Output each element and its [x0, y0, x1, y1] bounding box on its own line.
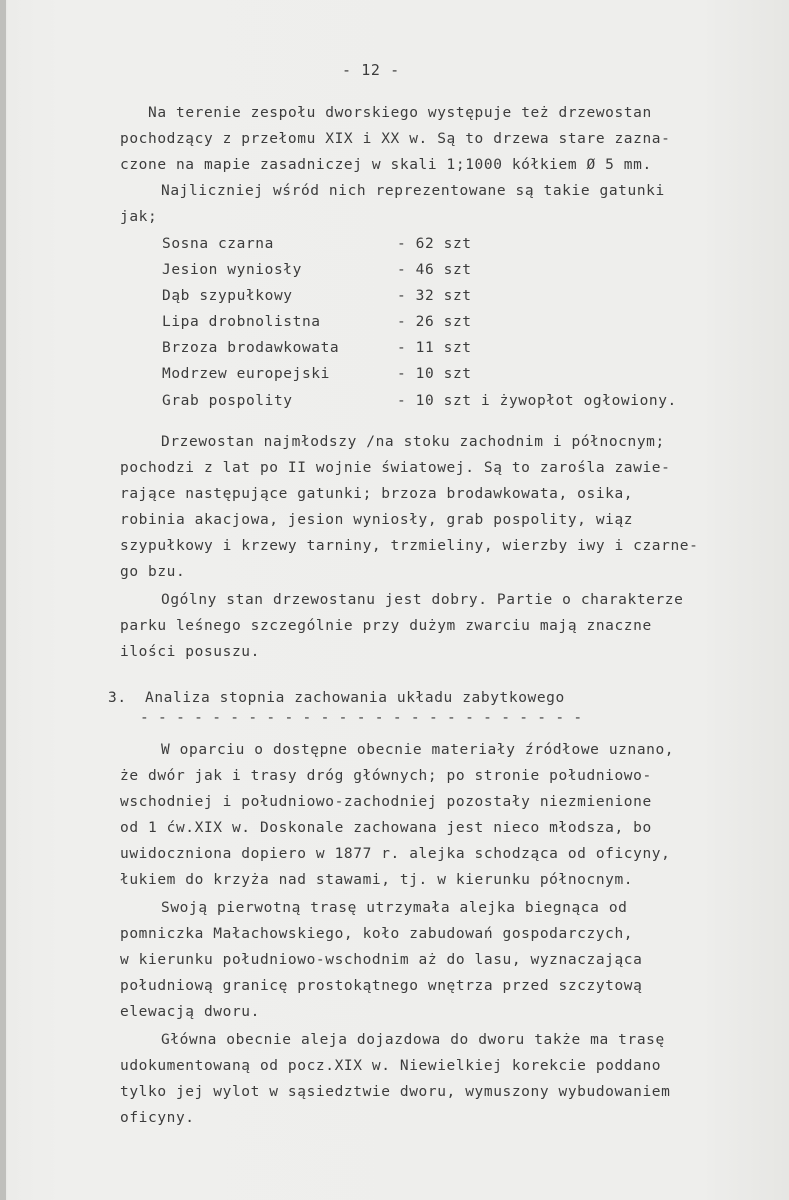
para4-line-1: W oparciu o dostępne obecnie materiały źródłowe uznano,: [161, 742, 675, 758]
tree-count: - 26 szt: [397, 314, 472, 330]
tree-name: Grab pospolity: [162, 393, 293, 409]
tree-name: Lipa drobnolistna: [162, 314, 321, 330]
tree-count: - 10 szt i żywopłot ogłowiony.: [397, 393, 677, 409]
para2-line-6: go bzu.: [120, 564, 186, 580]
para1-line-1: Na terenie zespołu dworskiego występuje też drzewostan: [148, 105, 652, 121]
para5-line-2: pomniczka Małachowskiego, koło zabudowań gospodarczych,: [120, 926, 634, 942]
tree-count: - 32 szt: [397, 288, 472, 304]
section-number: 3.: [108, 690, 127, 706]
para3-line-1: Ogólny stan drzewostanu jest dobry. Partie o charakterze: [161, 592, 684, 608]
para4-line-5: uwidoczniona dopiero w 1877 r. alejka schodząca od oficyny,: [120, 846, 671, 862]
tree-count: - 10 szt: [397, 366, 472, 382]
para1-line-5: jak;: [120, 209, 158, 225]
para2-line-4: robinia akacjowa, jesion wyniosły, grab pospolity, wiąz: [120, 512, 634, 528]
tree-name: Modrzew europejski: [162, 366, 330, 382]
para4-line-6: łukiem do krzyża nad stawami, tj. w kierunku północnym.: [120, 872, 634, 888]
tree-count: - 46 szt: [397, 262, 472, 278]
para4-line-3: wschodniej i południowo-zachodniej pozostały niezmienione: [120, 794, 652, 810]
tree-count: - 62 szt: [397, 236, 472, 252]
para5-line-1: Swoją pierwotną trasę utrzymała alejka biegnąca od: [161, 900, 628, 916]
tree-name: Dąb szypułkowy: [162, 288, 293, 304]
para2-line-5: szypułkowy i krzewy tarniny, trzmieliny, wierzby iwy i czarne-: [120, 538, 699, 554]
tree-count: - 11 szt: [397, 340, 472, 356]
para1-line-2: pochodzący z przełomu XIX i XX w. Są to drzewa stare zazna-: [120, 131, 671, 147]
para2-line-2: pochodzi z lat po II wojnie światowej. Są to zarośla zawie-: [120, 460, 671, 476]
tree-name: Sosna czarna: [162, 236, 274, 252]
para6-line-1: Główna obecnie aleja dojazdowa do dworu także ma trasę: [161, 1032, 665, 1048]
page-number: - 12 -: [342, 61, 400, 79]
para2-line-3: rające następujące gatunki; brzoza brodawkowata, osika,: [120, 486, 634, 502]
tree-name: Jesion wyniosły: [162, 262, 302, 278]
para6-line-2: udokumentowaną od pocz.XIX w. Niewielkiej korekcie poddano: [120, 1058, 662, 1074]
para5-line-4: południową granicę prostokątnego wnętrza przed szczytową: [120, 978, 643, 994]
para6-line-3: tylko jej wylot w sąsiedztwie dworu, wymuszony wybudowaniem: [120, 1084, 671, 1100]
tree-name: Brzoza brodawkowata: [162, 340, 340, 356]
page-edge-shadow: [0, 0, 6, 1200]
para4-line-4: od 1 ćw.XIX w. Doskonale zachowana jest nieco młodsza, bo: [120, 820, 652, 836]
section-title: Analiza stopnia zachowania układu zabytkowego: [145, 690, 565, 706]
para5-line-3: w kierunku południowo-wschodnim aż do lasu, wyznaczająca: [120, 952, 643, 968]
para6-line-4: oficyny.: [120, 1110, 195, 1126]
para1-line-3: czone na mapie zasadniczej w skali 1;1000 kółkiem Ø 5 mm.: [120, 157, 652, 173]
para3-line-3: ilości posuszu.: [120, 644, 260, 660]
section-underline: - - - - - - - - - - - - - - - - - - - - - - - - -: [140, 710, 583, 726]
para2-line-1: Drzewostan najmłodszy /na stoku zachodnim i północnym;: [161, 434, 665, 450]
para3-line-2: parku leśnego szczególnie przy dużym zwarciu mają znaczne: [120, 618, 652, 634]
para4-line-2: że dwór jak i trasy dróg głównych; po stronie południowo-: [120, 768, 652, 784]
para5-line-5: elewacją dworu.: [120, 1004, 260, 1020]
para1-line-4: Najliczniej wśród nich reprezentowane są takie gatunki: [161, 183, 665, 199]
